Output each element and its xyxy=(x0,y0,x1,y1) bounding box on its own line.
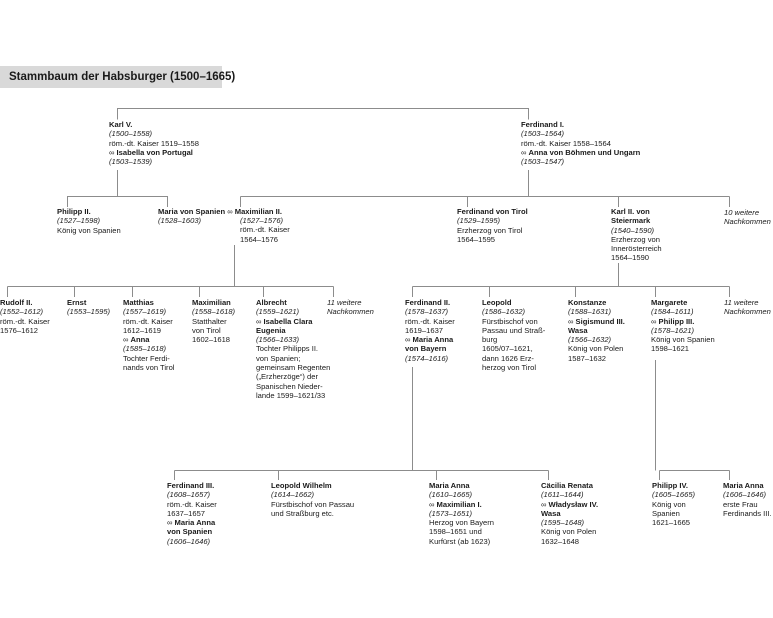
person-albrecht: Albrecht (1559–1621) ∞ Isabella Clara Eugenia (1566–1633) Tochter Philipps II. von Spanien; gemeinsam Regenten („Erzherzöge“) der Spanischen Nieder- lande 1599–1621/33 xyxy=(256,298,330,400)
connector-karl-v-children xyxy=(68,170,168,207)
more-descendants-10: 10 weitere Nachkommen xyxy=(724,208,771,227)
person-maximilian: Maximilian (1558–1618) Statthalter von Tirol 1602–1618 xyxy=(192,298,236,345)
person-philipp-iv: Philipp IV. (1605–1665) König von Spanien 1621–1665 xyxy=(652,481,696,528)
more-descendants-11-karl-ii: 11 weitere Nachkommen xyxy=(724,298,771,317)
connector-gen1 xyxy=(118,109,529,120)
spouse-name: ∞ Maria Anna xyxy=(405,335,455,344)
more-descendants-11-maximilian: 11 weitere Nachkommen xyxy=(327,298,374,317)
person-maria-anna-spanien: Maria Anna (1606–1646) erste Frau Ferdinands III. xyxy=(723,481,772,518)
person-ferdinand-iii: Ferdinand III. (1608–1657) röm.-dt. Kaiser 1637–1657 ∞ Maria Anna von Spanien (1606–1646) xyxy=(167,481,217,546)
person-ernst: Ernst (1553–1595) xyxy=(67,298,111,317)
spouse-name: ∞ Maria Anna xyxy=(167,518,217,527)
connector-margarete-children xyxy=(656,360,730,480)
person-karl-v: Karl V. (1500–1558) röm.-dt. Kaiser 1519–1558 ∞ Isabella von Portugal (1503–1539) xyxy=(109,120,199,166)
connector-karl-ii-children xyxy=(413,263,730,297)
spouse-name: ∞ Sigismund III. xyxy=(568,317,625,326)
person-ferdinand-von-tirol: Ferdinand von Tirol (1529–1595) Erzherzog von Tirol 1564–1595 xyxy=(457,207,528,244)
spouse-name: ∞ Władysław IV. xyxy=(541,500,598,509)
person-rudolf-ii: Rudolf II. (1552–1612) röm.-dt. Kaiser 1576–1612 xyxy=(0,298,50,335)
connector-ferdinand-i-children xyxy=(241,170,730,207)
spouse-name: ∞ Anna xyxy=(123,335,175,344)
person-caecilia-renata: Cäcilia Renata (1611–1644) ∞ Władysław IV. Wasa (1595–1648) König von Polen 1632–1648 xyxy=(541,481,598,546)
person-maria-von-spanien: Maria von Spanien∞ Maximilian II. (1528–1603) xyxy=(158,207,282,226)
person-karl-ii-von-steiermark: Karl II. von Steiermark (1540–1590) Erzherzog von Innerösterreich 1564–1590 xyxy=(611,207,662,263)
spouse-name: ∞ Isabella Clara xyxy=(256,317,330,326)
person-leopold: Leopold (1586–1632) Fürstbischof von Passau und Straß- burg 1605/07–1621, dann 1626 Erz- herzog von Tirol xyxy=(482,298,546,373)
person-margarete: Margarete (1584–1611) ∞ Philipp III. (1578–1621) König von Spanien 1598–1621 xyxy=(651,298,715,354)
person-konstanze: Konstanze (1588–1631) ∞ Sigismund III. Wasa (1566–1632) König von Polen 1587–1632 xyxy=(568,298,625,363)
person-leopold-wilhelm: Leopold Wilhelm (1614–1662) Fürstbischof von Passau und Straßburg etc. xyxy=(271,481,355,518)
person-ferdinand-i: Ferdinand I. (1503–1564) röm.-dt. Kaiser 1558–1564 ∞ Anna von Böhmen und Ungarn (1503–1547) xyxy=(521,120,640,166)
person-ferdinand-ii: Ferdinand II. (1578–1637) röm.-dt. Kaiser 1619–1637 ∞ Maria Anna von Bayern (1574–1616) xyxy=(405,298,455,363)
person-matthias: Matthias (1557–1619) röm.-dt. Kaiser 1612–1619 ∞ Anna (1585–1618) Tochter Ferdi- nands von Tirol xyxy=(123,298,175,372)
connector-ferdinand-ii-children xyxy=(175,367,549,480)
connector-maximilian-ii-children xyxy=(8,245,334,297)
person-maria-anna-bayern: Maria Anna (1610–1665) ∞ Maximilian I. (1573–1651) Herzog von Bayern 1598–1651 und Kurfürst (ab 1623) xyxy=(429,481,494,546)
spouse-name: ∞ Isabella von Portugal xyxy=(109,148,199,157)
person-maximilian-ii: (1527–1576) röm.-dt. Kaiser 1564–1576 xyxy=(240,216,290,244)
spouse-name: ∞ Anna von Böhmen und Ungarn xyxy=(521,148,640,157)
person-philipp-ii: Philipp II. (1527–1598) König von Spanien xyxy=(57,207,121,235)
spouse-name: ∞ Maximilian I. xyxy=(429,500,494,509)
spouse-name: ∞ Maximilian II. xyxy=(225,207,282,216)
diagram-title: Stammbaum der Habsburger (1500–1665) xyxy=(0,66,222,88)
spouse-name: ∞ Philipp III. xyxy=(651,317,715,326)
